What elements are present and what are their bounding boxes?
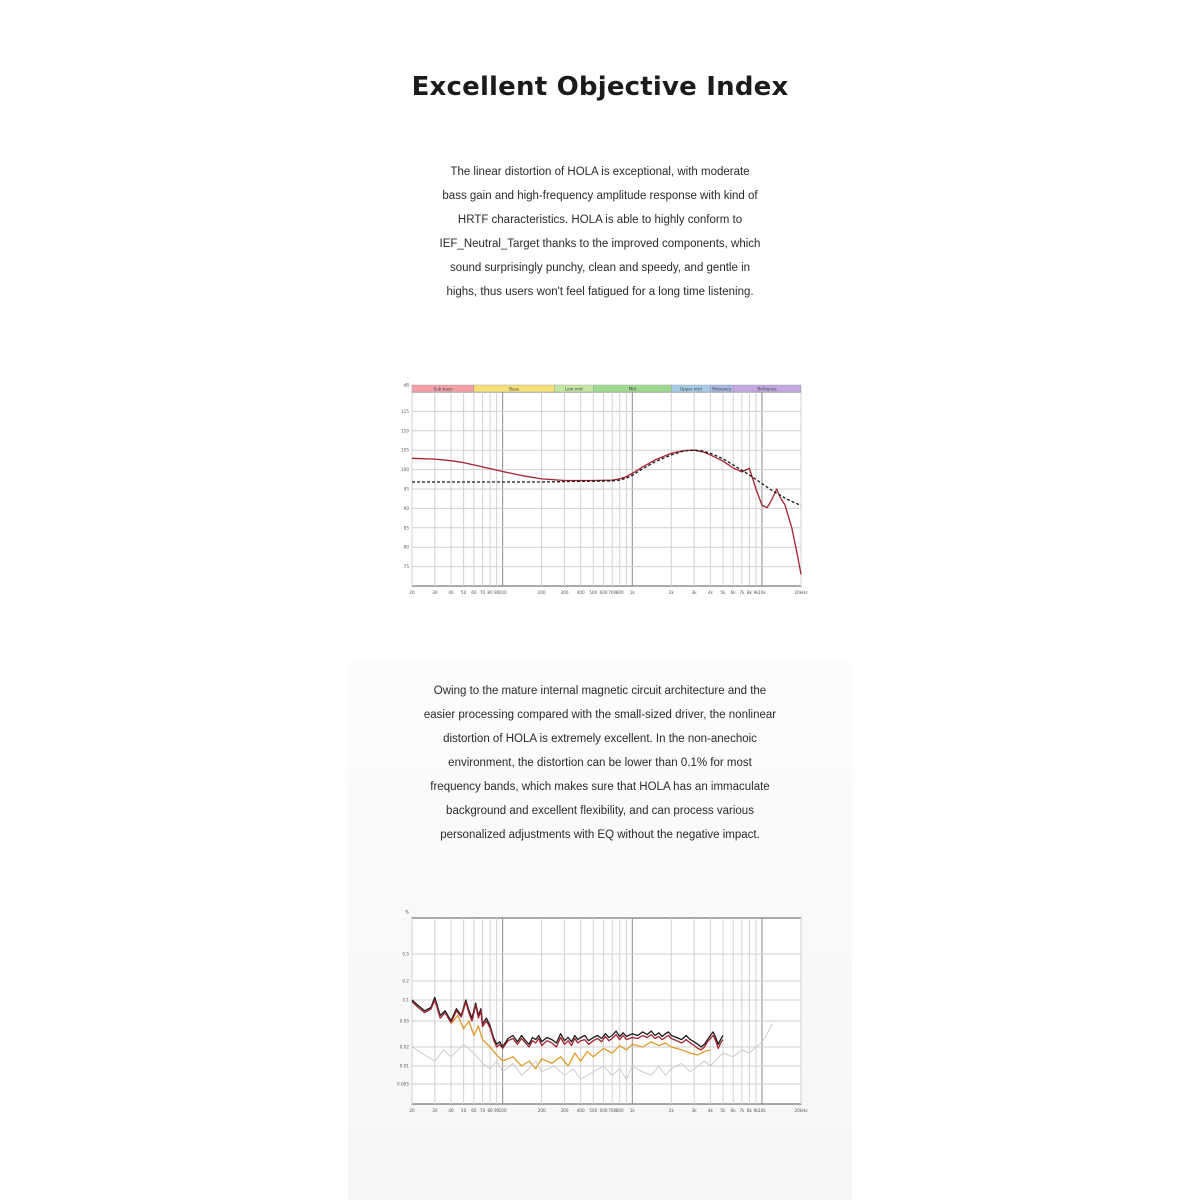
y-tick-label: 0.02 (399, 1044, 409, 1050)
y-tick-label: 95 (403, 486, 409, 492)
x-tick-label: 50 (460, 590, 467, 595)
paragraph-line: bass gain and high-frequency amplitude response with kind of (442, 190, 758, 202)
band-label: Sub bass (433, 386, 453, 392)
x-tick-label: 2k (668, 1108, 674, 1113)
y-tick-label: % (405, 909, 409, 915)
distortion-chart (390, 908, 815, 1113)
y-tick-label: 0.05 (399, 1018, 409, 1024)
plot-area (412, 918, 801, 1104)
y-tick-label: dB (403, 382, 409, 388)
x-tick-label: 4k (707, 1108, 713, 1113)
page-title: Excellent Objective Index (411, 72, 789, 102)
x-tick-label: 800 (615, 590, 624, 595)
y-tick-label: 85 (403, 525, 409, 531)
x-tick-label: 20kHz (794, 590, 808, 595)
y-tick-label: 80 (403, 544, 409, 550)
x-tick-label: 7k (739, 590, 745, 595)
band-label: Low mid (565, 386, 583, 392)
y-tick-label: 100 (401, 467, 409, 473)
paragraph-line: HRTF characteristics. HOLA is able to highly conform to (457, 214, 743, 226)
paragraph-line: IEF_Neutral_Target thanks to the improved components, which (439, 238, 761, 250)
x-tick-label: 7k (739, 1108, 745, 1113)
x-tick-label: 600 (599, 1108, 608, 1113)
band-label: Brilliance (757, 386, 777, 392)
x-tick-label: 10k (758, 1108, 766, 1113)
band-label: Bass (509, 386, 519, 392)
x-tick-label: 600 (599, 590, 608, 595)
x-tick-label: 9k (753, 1108, 759, 1113)
paragraph-line: personalized adjustments with EQ without the negative impact. (440, 829, 760, 841)
x-tick-label: 60 (471, 1108, 477, 1113)
y-tick-label: 0.01 (399, 1063, 409, 1069)
frequency-response-chart (390, 378, 815, 596)
x-tick-label: 5k (720, 1108, 726, 1113)
x-tick-label: 20 (409, 590, 415, 595)
x-tick-label: 5k (720, 590, 726, 595)
x-tick-label: 700 (608, 590, 617, 595)
x-tick-label: 400 (576, 590, 585, 595)
x-tick-label: 8k (746, 590, 752, 595)
y-tick-label: 115 (401, 408, 409, 414)
x-tick-label: 90 (494, 1108, 500, 1113)
y-tick-label: 0.1 (402, 997, 409, 1003)
x-tick-label: 80 (487, 1108, 493, 1113)
x-tick-label: 90 (494, 590, 500, 595)
x-tick-label: 3k (691, 1108, 697, 1113)
nonlinear-distortion-paragraph (380, 679, 820, 847)
x-tick-label: 30 (432, 590, 438, 595)
x-tick-label: 1k (629, 590, 635, 595)
x-tick-label: 80 (487, 590, 493, 595)
x-tick-label: 700 (608, 1108, 617, 1113)
x-tick-label: 200 (537, 1108, 546, 1113)
band-label: Upper mid (679, 386, 702, 392)
band-label: Mid (628, 386, 637, 392)
x-tick-label: 1k (629, 1108, 635, 1113)
y-tick-label: 0.5 (402, 951, 409, 957)
linear-distortion-paragraph (400, 160, 800, 304)
paragraph-line: easier processing compared with the small-sized driver, the nonlinear (423, 709, 777, 721)
y-tick-label: 110 (401, 428, 409, 434)
x-tick-label: 30 (432, 1108, 438, 1113)
y-tick-label: 90 (403, 505, 409, 511)
x-tick-label: 70 (479, 590, 486, 595)
paragraph-line: Owing to the mature internal magnetic circuit architecture and the (433, 685, 767, 697)
x-tick-label: 3k (691, 590, 697, 595)
y-tick-label: 0.005 (397, 1081, 409, 1087)
y-tick-label: 0.2 (402, 978, 409, 984)
x-tick-label: 40 (448, 1108, 454, 1113)
paragraph-line: distortion of HOLA is extremely excellent. In the non-anechoic (443, 733, 757, 745)
x-tick-label: 20kHz (794, 1108, 808, 1113)
x-tick-label: 300 (560, 590, 569, 595)
x-tick-label: 800 (615, 1108, 624, 1113)
band-label: Presence (712, 386, 732, 392)
paragraph-line: background and excellent flexibility, and can process various (446, 805, 754, 817)
x-tick-label: 60 (471, 590, 477, 595)
x-tick-label: 6k (730, 590, 736, 595)
x-tick-label: 500 (589, 1108, 598, 1113)
paragraph-line: environment, the distortion can be lower than 0.1% for most (448, 757, 752, 769)
x-tick-label: 200 (537, 590, 546, 595)
x-tick-label: 50 (460, 1108, 467, 1113)
y-tick-label: 75 (403, 564, 409, 570)
x-tick-label: 70 (479, 1108, 486, 1113)
x-tick-label: 40 (448, 590, 454, 595)
x-tick-label: 6k (730, 1108, 736, 1113)
x-tick-label: 2k (668, 590, 674, 595)
x-tick-label: 400 (576, 1108, 585, 1113)
x-tick-label: 500 (589, 590, 598, 595)
paragraph-line: sound surprisingly punchy, clean and speedy, and gentle in (449, 262, 751, 274)
paragraph-line: The linear distortion of HOLA is exceptional, with moderate (450, 166, 750, 178)
paragraph-line: highs, thus users won't feel fatigued for a long time listening. (446, 286, 754, 298)
y-tick-label: 105 (401, 447, 409, 453)
x-tick-label: 8k (746, 1108, 752, 1113)
paragraph-line: frequency bands, which makes sure that HOLA has an immaculate (430, 781, 770, 793)
x-tick-label: 9k (753, 590, 759, 595)
x-tick-label: 100 (498, 1108, 507, 1113)
x-tick-label: 20 (409, 1108, 415, 1113)
x-tick-label: 10k (758, 590, 766, 595)
x-tick-label: 100 (498, 590, 507, 595)
x-tick-label: 300 (560, 1108, 569, 1113)
x-tick-label: 4k (707, 590, 713, 595)
